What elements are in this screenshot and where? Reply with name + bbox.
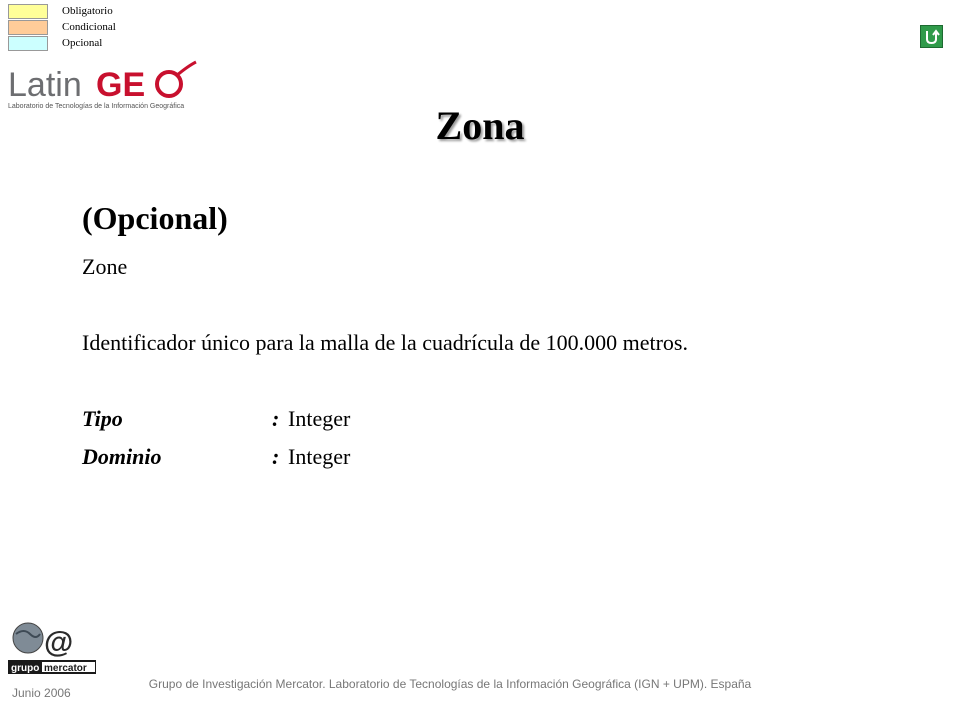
return-button[interactable]	[920, 25, 943, 48]
definition-text: Identificador único para la malla de la cuadrícula de 100.000 metros.	[82, 330, 688, 355]
english-name: Zone	[82, 254, 128, 279]
property-key: Tipo	[82, 406, 123, 431]
property-value: Integer	[288, 444, 351, 469]
logo-wordmark-geo: GE	[96, 66, 146, 104]
mercator-wordmark-right: mercator	[44, 663, 87, 674]
legend-label: Opcional	[62, 37, 103, 49]
return-icon	[923, 28, 940, 45]
at-sign-icon: @	[44, 626, 74, 659]
mercator-wordmark-left: grupo	[11, 663, 40, 674]
page-title: Zona	[435, 103, 525, 148]
mercator-logo	[8, 620, 98, 676]
footer-credit: Grupo de Investigación Mercator. Laboratorio de Tecnologías de la Información Geográfica (IGN + UPM). España	[148, 677, 752, 691]
legend-label: Condicional	[62, 21, 116, 33]
property-value: Integer	[288, 406, 351, 431]
property-separator: :	[272, 444, 280, 469]
legend-label: Obligatorio	[62, 5, 113, 17]
logo-swoosh-icon	[176, 62, 196, 76]
property-key: Dominio	[82, 444, 162, 469]
globe-icon	[13, 623, 43, 653]
logo-tagline: Laboratorio de Tecnologías de la Información Geográfica	[8, 103, 185, 110]
legend-swatch-condicional	[8, 20, 48, 35]
obligation-label: (Opcional)	[82, 200, 228, 236]
footer-date: Junio 2006	[12, 686, 71, 700]
legend-swatch-opcional	[8, 36, 48, 51]
property-separator: :	[272, 406, 280, 431]
legend-swatch-obligatorio	[8, 4, 48, 19]
logo-wordmark-latin: Latin	[8, 66, 82, 104]
